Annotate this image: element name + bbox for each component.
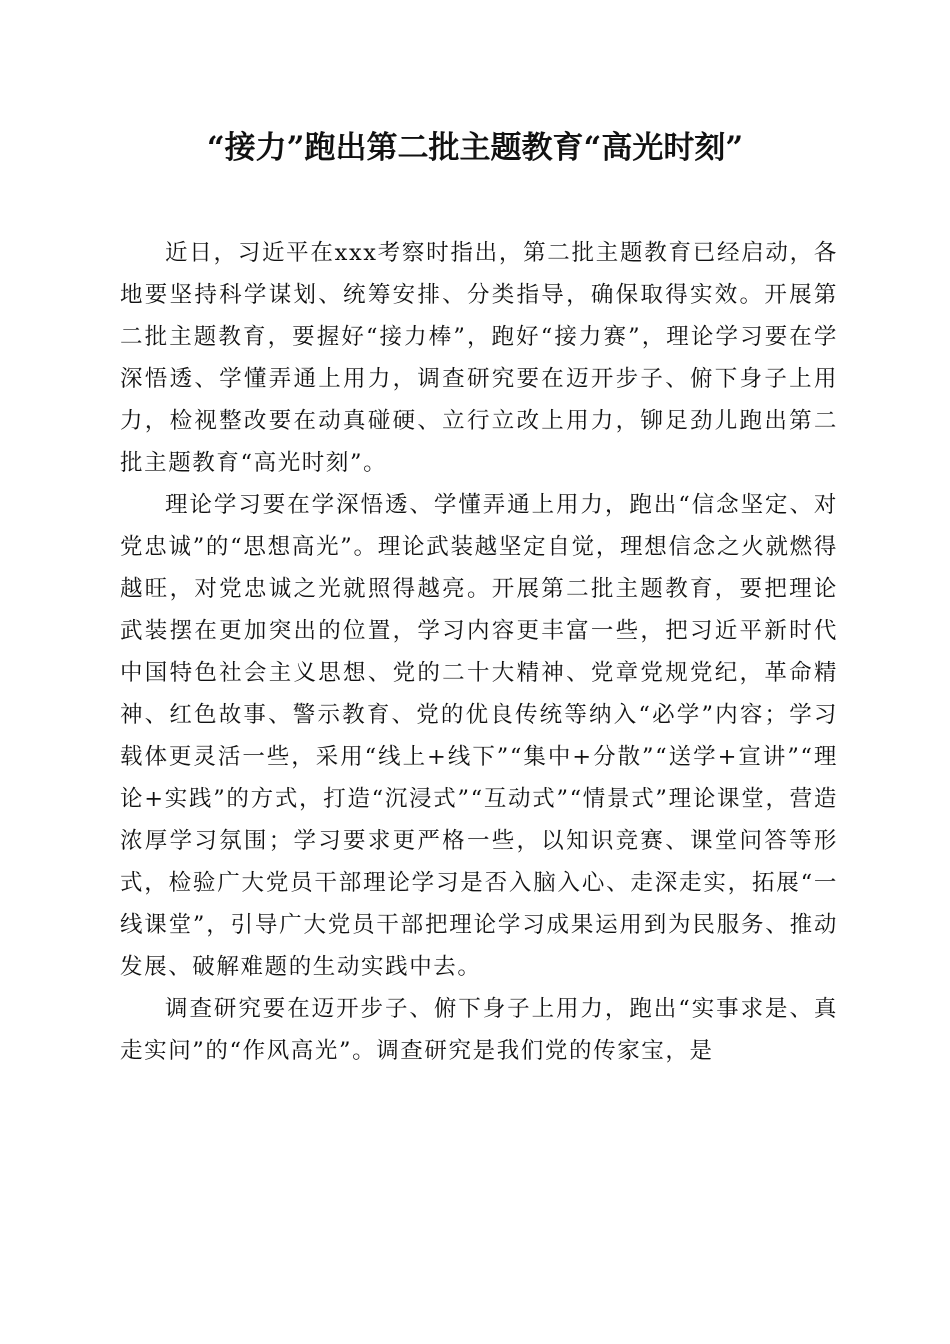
document-title: “接力”跑出第二批主题教育“高光时刻” <box>206 130 744 166</box>
paragraph-investigation: 调查研究要在迈开步子、俯下身子上用力，跑出“实事求是、真走实问”的“作风高光”。调查研究是我们党的传家宝，是 <box>120 996 838 1064</box>
paragraph-theory-study: 理论学习要在学深悟透、学懂弄通上用力，跑出“信念坚定、对党忠诚”的“思想高光”。理论武装越坚定自觉，理想信念之火就燃得越旺，对党忠诚之光就照得越亮。开展第二批主题教育，要把理论武装摆在更加突出的位置，学习内容更丰富一些，把习近平新时代中国特色社会主义思想、党的二十大精神、党章党规党纪，革命精神、红色故事、警示教育、党的优良传统等纳入“必学”内容；学习载体更灵活一些，采用“线上+线下”“集中+分散”“送学+宣讲”“理论+实践”的方式，打造“沉浸式”“互动式”“情景式”理论课堂，营造浓厚学习氛围；学习要求更严格一些，以知识竞赛、课堂问答等形式，检验广大党员干部理论学习是否入脑入心、走深走实，拓展“一线课堂”，引导广大党员干部把理论学习成果运用到为民服务、推动发展、破解难题的生动实践中去。 <box>120 492 838 980</box>
paragraph-intro: 近日，习近平在xxx考察时指出，第二批主题教育已经启动，各地要坚持科学谋划、统筹安排、分类指导，确保取得实效。开展第二批主题教育，要握好“接力棒”，跑好“接力赛”，理论学习要在学深悟透、学懂弄通上用力，调查研究要在迈开步子、俯下身子上用力，检视整改要在动真碰硬、立行立改上用力，铆足劲儿跑出第二批主题教育“高光时刻”。 <box>120 240 838 476</box>
document-body <box>120 232 838 1072</box>
